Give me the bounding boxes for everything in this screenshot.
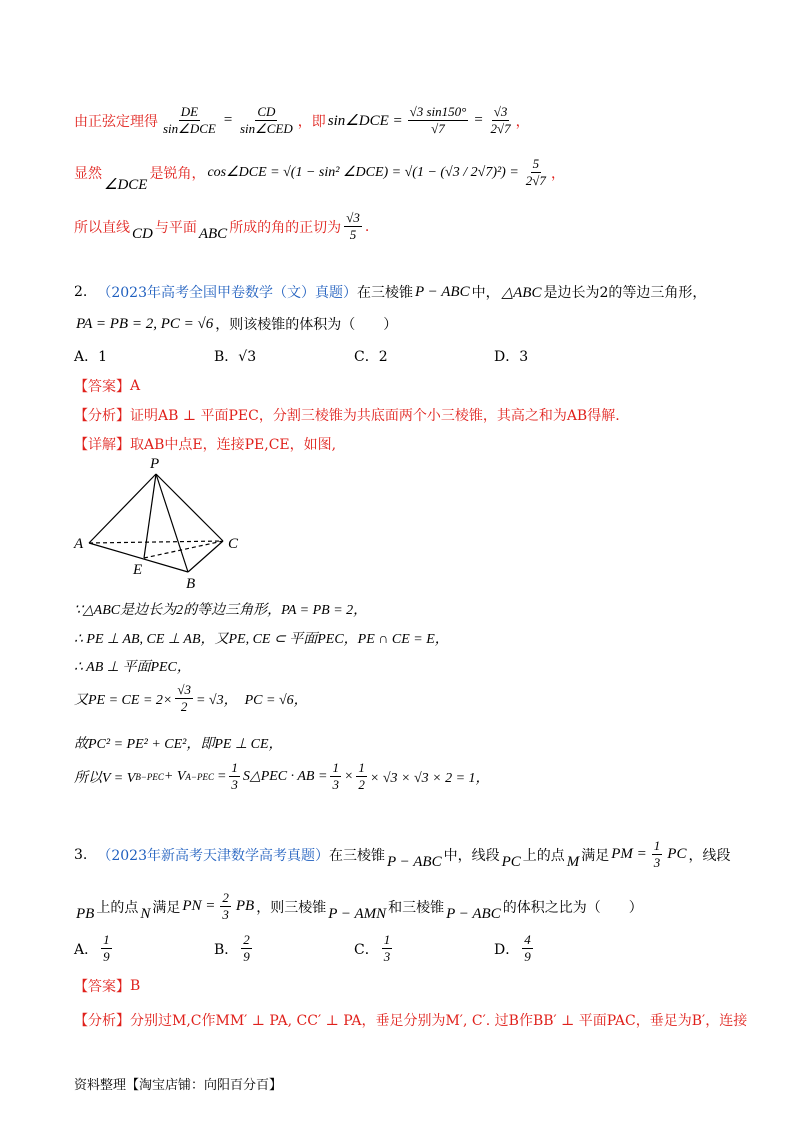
math: = bbox=[222, 112, 233, 128]
page-footer: 资料整理【淘宝店铺：向阳百分百】 bbox=[74, 1078, 283, 1093]
q2-analysis bbox=[74, 405, 620, 425]
step-text: 又PE = CE = 2× bbox=[74, 692, 173, 708]
text: 显然 bbox=[74, 165, 102, 182]
math: PC bbox=[667, 846, 687, 862]
math: PB bbox=[235, 898, 255, 914]
fraction: $\frac{1}{3}$ bbox=[383, 932, 391, 964]
fraction: $\frac{1}{3}$ bbox=[231, 760, 238, 792]
math: PB bbox=[76, 906, 95, 922]
step-text: S△PEC · AB = bbox=[242, 769, 328, 784]
text: 所成的角的正切为 bbox=[229, 219, 342, 236]
math: sin∠DCE = bbox=[327, 113, 403, 129]
answer-value: A bbox=[130, 378, 141, 394]
step-text: × bbox=[343, 768, 354, 784]
math: P − ABC bbox=[415, 283, 470, 300]
q2-stem-line2 bbox=[74, 314, 397, 334]
step-text: = bbox=[216, 768, 227, 784]
fraction: $\frac{2}{3}$ bbox=[222, 890, 229, 922]
text: ，线段 bbox=[688, 847, 731, 864]
step-text: = √3， PC = √6， bbox=[195, 692, 308, 708]
text: 在三棱锥 bbox=[357, 285, 413, 301]
edge-ac bbox=[89, 541, 223, 543]
text: 所以直线 bbox=[74, 219, 130, 236]
q2-step3 bbox=[74, 656, 191, 676]
step-text: + V bbox=[163, 768, 186, 784]
option-b: B． $\frac{2}{9}$ bbox=[214, 932, 250, 964]
analysis-tag: 【分析】 bbox=[74, 1013, 130, 1029]
text: 满足 bbox=[581, 847, 610, 864]
edge-pb bbox=[156, 474, 188, 572]
step-text: × √3 × √3 × 2 = 1， bbox=[369, 770, 490, 786]
question-number: 3. bbox=[74, 846, 88, 863]
fraction: $\frac{√3}{2}$ bbox=[177, 682, 191, 714]
fraction: $\frac{5}{2√7}$ bbox=[525, 156, 546, 188]
option-a: A．1 bbox=[74, 349, 108, 365]
option-c: C．2 bbox=[354, 349, 388, 365]
q2-detail bbox=[74, 434, 336, 454]
option-b: B．√3 bbox=[214, 349, 257, 365]
option-a: A． $\frac{1}{9}$ bbox=[74, 932, 110, 964]
edge-pc bbox=[156, 474, 223, 541]
text: 中， bbox=[471, 285, 500, 301]
subscript: A−PEC bbox=[185, 771, 214, 782]
math: P − AMN bbox=[328, 906, 387, 922]
math: N bbox=[140, 906, 151, 922]
pyramid-figure bbox=[60, 452, 260, 592]
analysis-text: 证明AB ⊥ 平面PEC，分割三棱锥为共底面两个小三棱锥，其高之和为AB得解. bbox=[130, 408, 620, 424]
q2-step5 bbox=[74, 733, 283, 753]
q2-options bbox=[74, 346, 674, 366]
math: P − ABC bbox=[387, 854, 442, 870]
label-a: A bbox=[74, 536, 84, 552]
fraction: $\frac{DE}{\text{sin∠DCE}}$ bbox=[163, 104, 216, 136]
math: △ABC bbox=[501, 284, 542, 301]
edge-ce bbox=[144, 541, 223, 558]
question-source: （2023年新高考天津数学高考真题） bbox=[97, 847, 329, 864]
answer-value: B bbox=[130, 978, 141, 994]
q2-step4 bbox=[74, 682, 308, 715]
math: PA = PB = 2, PC = √6 bbox=[76, 315, 214, 332]
step-text: ∵△ABC是边长为2的等边三角形，PA = PB = 2， bbox=[74, 603, 368, 618]
math: = bbox=[473, 112, 484, 128]
math: PM = bbox=[611, 846, 647, 862]
text: ， bbox=[515, 113, 530, 130]
step-text: 所以V = V bbox=[74, 770, 136, 786]
step-text: ∴ AB ⊥ 平面PEC， bbox=[74, 660, 191, 675]
analysis-text: 分别过M,C作MM′ ⊥ PA, CC′ ⊥ PA，垂足分别为M′, C′. 过B作BB′ ⊥ 平面PAC，垂足为B′，连接 bbox=[130, 1013, 748, 1029]
fraction: $\frac{1}{3}$ bbox=[653, 838, 661, 870]
text: 上的点 bbox=[522, 847, 565, 864]
edge-pa bbox=[89, 474, 156, 543]
q3-options bbox=[74, 932, 674, 965]
label-b: B bbox=[186, 576, 196, 592]
sol1-line3 bbox=[74, 210, 369, 243]
label-p: P bbox=[150, 456, 160, 472]
math: ∠DCE bbox=[104, 177, 148, 193]
math: PC bbox=[501, 854, 521, 870]
text: 与平面 bbox=[154, 219, 197, 236]
answer-tag: 【答案】 bbox=[74, 979, 130, 995]
q2-step6 bbox=[74, 760, 490, 793]
q2-step1 bbox=[74, 599, 367, 619]
q3-answer bbox=[74, 976, 140, 996]
math: ABC bbox=[198, 226, 228, 242]
fraction: $\frac{√3}{2√7}$ bbox=[490, 104, 511, 136]
text: 在三棱锥 bbox=[329, 847, 385, 864]
fraction: $\frac{√3}{5}$ bbox=[346, 210, 360, 242]
text: 由正弦定理得 bbox=[74, 113, 158, 130]
sol1-line1 bbox=[74, 104, 530, 137]
text: 中，线段 bbox=[443, 847, 500, 864]
fraction: $\frac{1}{3}$ bbox=[332, 760, 339, 792]
q3-analysis bbox=[74, 1010, 747, 1030]
text: ，即 bbox=[297, 113, 326, 130]
option-c: C． $\frac{1}{3}$ bbox=[354, 932, 391, 964]
fraction: $\frac{1}{2}$ bbox=[358, 760, 365, 792]
detail-tag: 【详解】 bbox=[74, 437, 130, 453]
option-d: D． $\frac{4}{9}$ bbox=[494, 932, 531, 964]
label-e: E bbox=[133, 562, 143, 578]
q3-stem bbox=[74, 838, 730, 871]
fraction: $\frac{CD}{\text{sin∠CED}}$ bbox=[239, 104, 293, 136]
math: M bbox=[566, 854, 580, 870]
fraction: $\frac{√3 \sin 150^\circ}{√7}$ bbox=[409, 104, 467, 136]
text: . bbox=[364, 218, 370, 235]
text: 满足 bbox=[152, 899, 181, 916]
text: ， bbox=[550, 165, 565, 182]
option-d: D．3 bbox=[494, 349, 529, 365]
text: ，则三棱锥 bbox=[256, 899, 327, 916]
fraction: $\frac{4}{9}$ bbox=[524, 932, 531, 964]
q2-stem bbox=[74, 282, 706, 302]
step-text: ∴ PE ⊥ AB, CE ⊥ AB，又PE, CE ⊂ 平面PEC，PE ∩ CE = E， bbox=[74, 632, 449, 647]
step-text: 故PC² = PE² + CE²，即PE ⊥ CE， bbox=[74, 737, 283, 752]
edge-pe bbox=[144, 474, 156, 558]
label-c: C bbox=[228, 536, 239, 552]
question-source: （2023年高考全国甲卷数学（文）真题） bbox=[97, 285, 357, 301]
detail-text: 取AB中点E，连接PE,CE，如图, bbox=[130, 437, 337, 453]
fraction: $\frac{2}{9}$ bbox=[243, 932, 250, 964]
math: CD bbox=[132, 226, 153, 242]
q2-answer bbox=[74, 376, 140, 396]
fraction: $\frac{1}{9}$ bbox=[103, 932, 110, 964]
text: 和三棱锥 bbox=[388, 899, 445, 916]
math: cos∠DCE = √(1 − sin² ∠DCE) = √(1 − (√3 / 2√7)²) = bbox=[207, 165, 519, 180]
subscript: B−PEC bbox=[135, 771, 164, 782]
math: PN = bbox=[182, 898, 216, 914]
text: 是边长为2的等边三角形， bbox=[543, 285, 707, 301]
q2-step2 bbox=[74, 628, 449, 648]
question-number: 2. bbox=[74, 284, 88, 300]
text: 是锐角， bbox=[149, 165, 206, 182]
answer-tag: 【答案】 bbox=[74, 379, 130, 395]
text: 的体积之比为（ ） bbox=[502, 899, 643, 916]
q3-stem-line2 bbox=[74, 890, 643, 923]
text: ，则该棱锥的体积为（ ） bbox=[215, 317, 398, 333]
analysis-tag: 【分析】 bbox=[74, 408, 130, 424]
text: 上的点 bbox=[96, 899, 139, 916]
sol1-line2 bbox=[74, 156, 565, 193]
math: P − ABC bbox=[446, 906, 501, 922]
edge-bc bbox=[188, 541, 223, 572]
